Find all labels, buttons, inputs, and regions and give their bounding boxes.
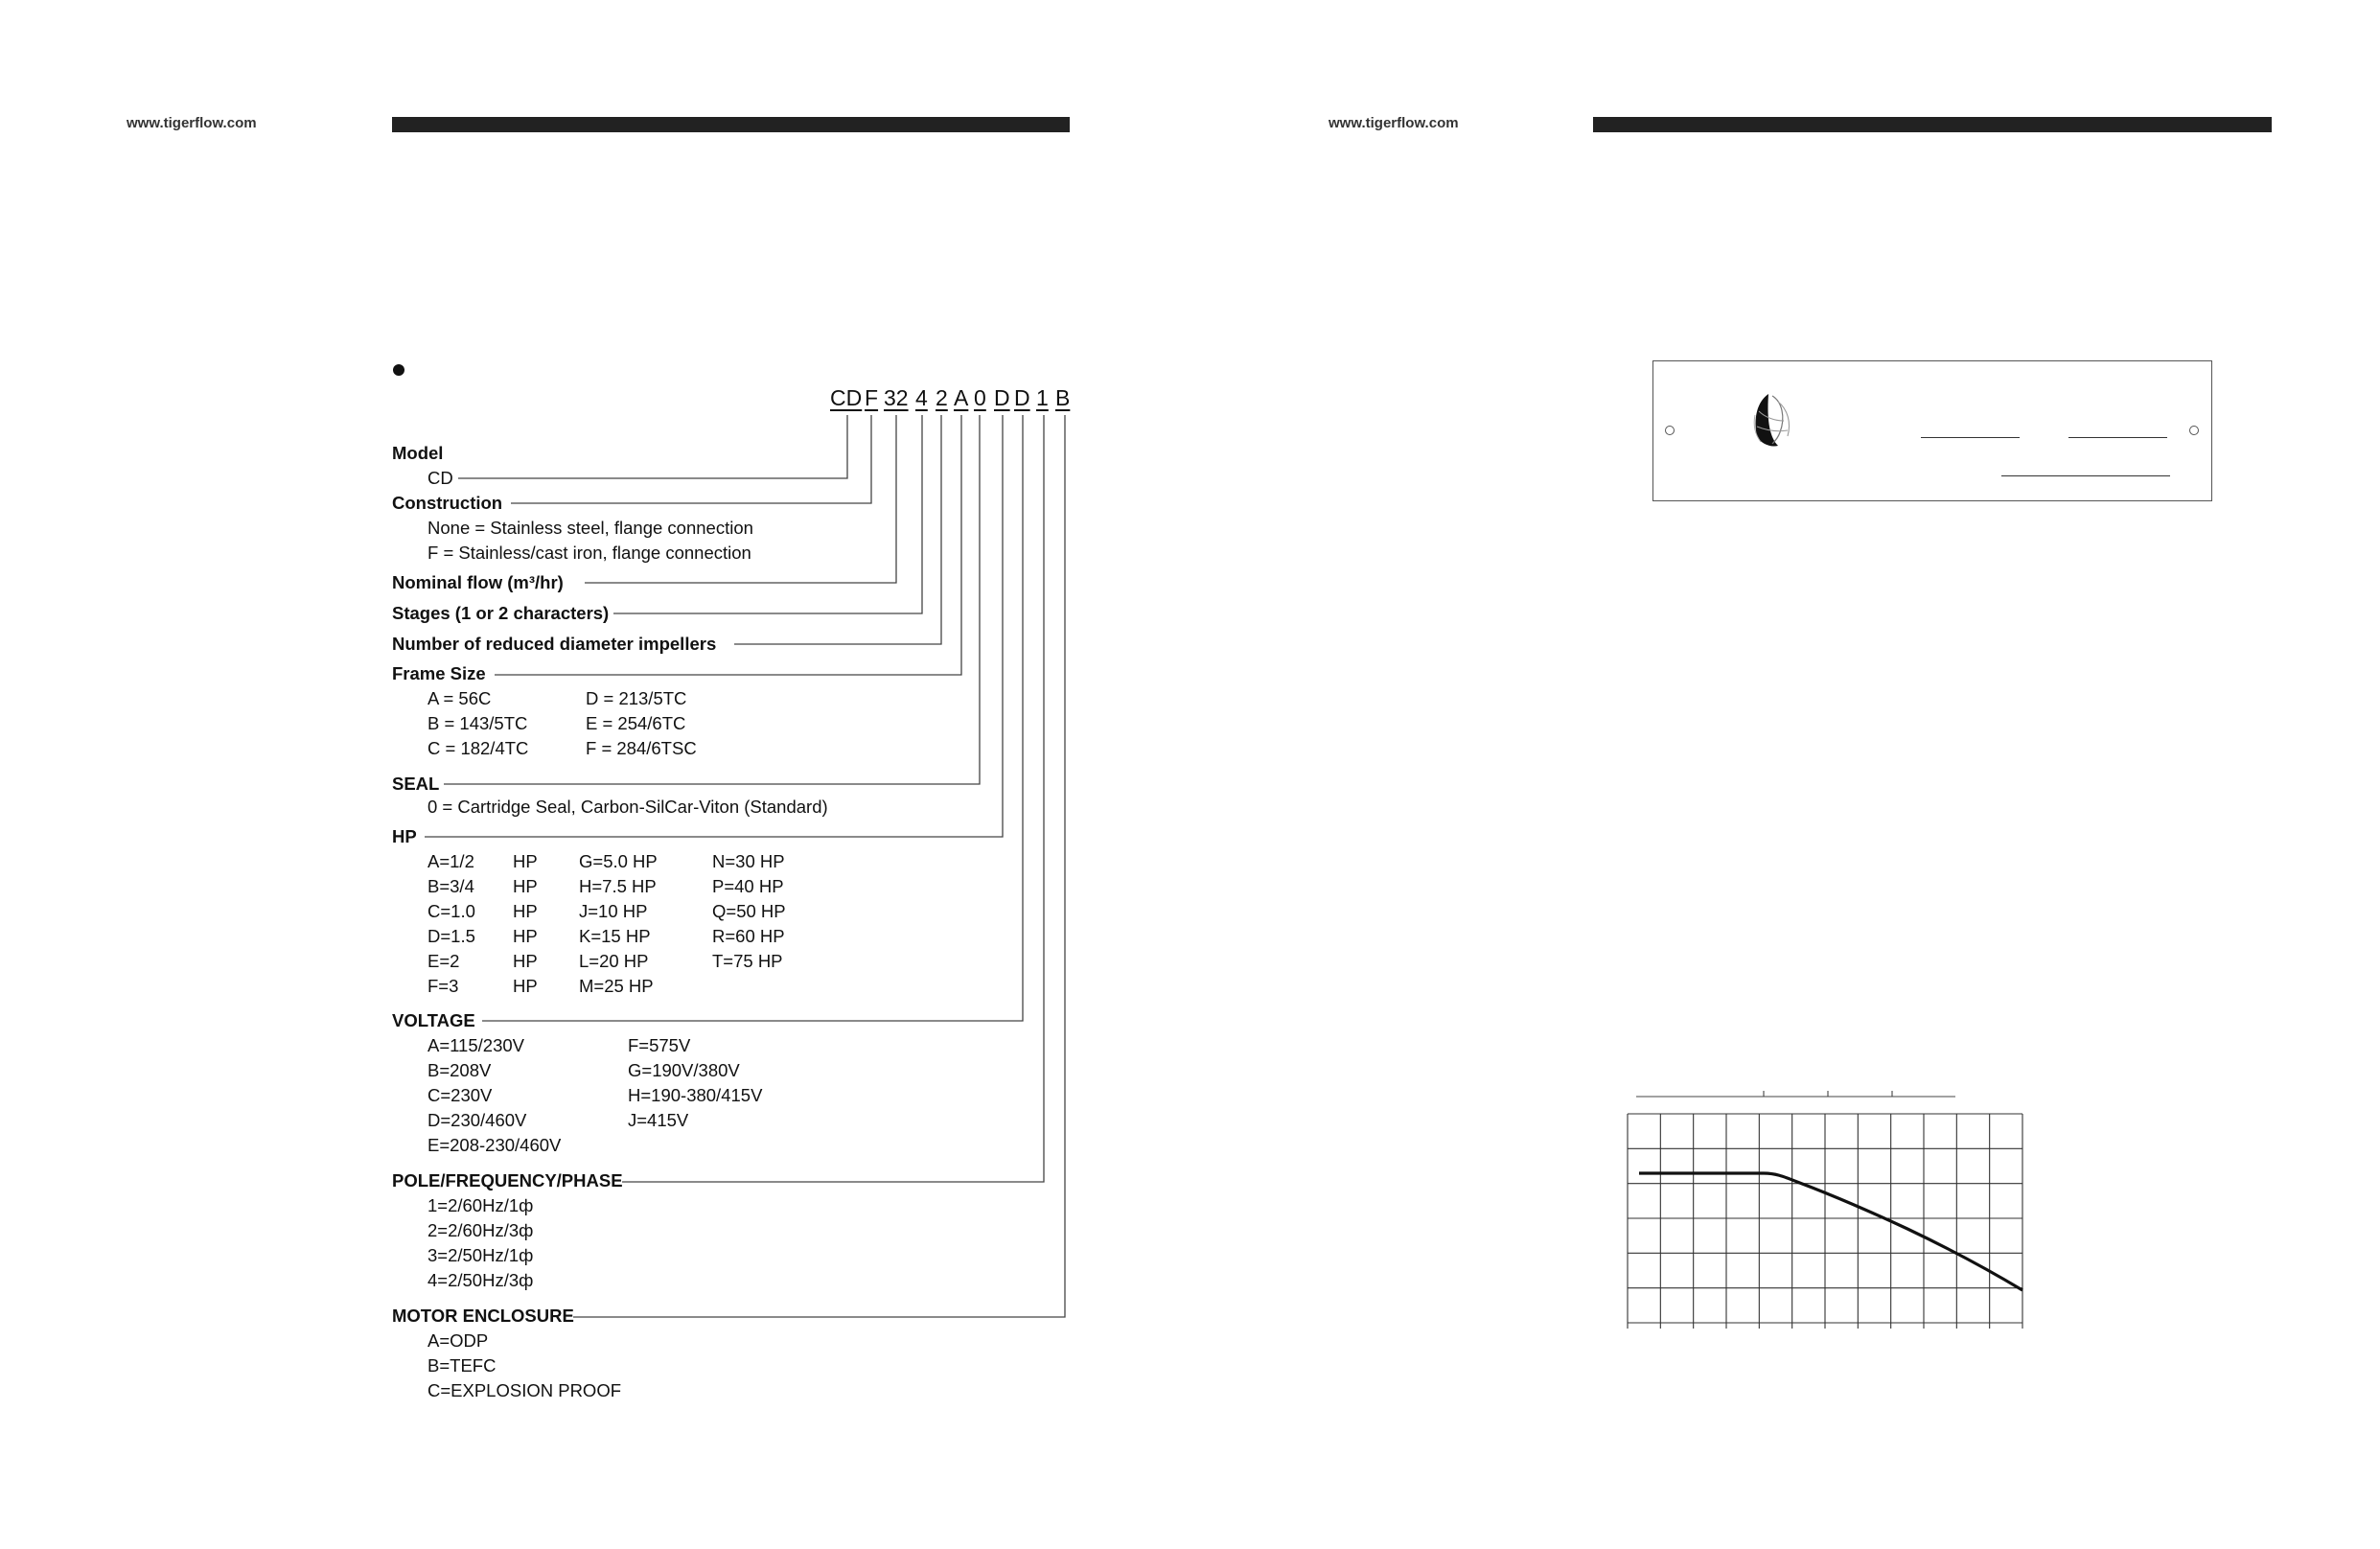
code-4: 4 [915,385,928,410]
hp-item: G=5.0 HP [579,851,658,871]
hp-unit: HP [513,851,538,871]
code-d2: D [1014,385,1030,410]
nameplate-blank-line [2068,437,2167,438]
hp-item: Q=50 HP [712,901,786,921]
code-2: 2 [936,385,948,410]
code-b: B [1055,385,1071,410]
hp-item: R=60 HP [712,926,785,946]
nameplate-blank-line [1921,437,2020,438]
hp-unit: HP [513,926,538,946]
hp-item: F=3 [427,976,459,996]
hp-item: H=7.5 HP [579,876,657,896]
leader-lines [0,0,1150,1342]
pole-item: 2=2/60Hz/3ф [427,1220,534,1240]
voltage-item: G=190V/380V [628,1060,740,1080]
hp-item: A=1/2 [427,851,474,871]
voltage-item: J=415V [628,1110,689,1130]
code-d1: D [994,385,1010,410]
construction-item: None = Stainless steel, flange connection [427,518,753,538]
voltage-item: D=230/460V [427,1110,527,1130]
section-frame-size-title: Frame Size [392,663,486,683]
section-reduced-impellers-title: Number of reduced diameter impellers [392,634,717,654]
code-f: F [865,385,879,410]
hp-item: M=25 HP [579,976,654,996]
mounting-hole-left [1665,426,1675,435]
enclosure-item: C=EXPLOSION PROOF [427,1380,622,1400]
enclosure-item: A=ODP [427,1330,489,1351]
hp-item: L=20 HP [579,951,649,971]
pole-item: 3=2/50Hz/1ф [427,1245,534,1265]
website-url-left[interactable]: www.tigerflow.com [127,115,257,131]
voltage-item: A=115/230V [427,1035,524,1055]
pole-item: 1=2/60Hz/1ф [427,1195,534,1215]
hp-item: E=2 [427,951,460,971]
voltage-item: H=190-380/415V [628,1085,763,1105]
code-a: A [954,385,969,410]
enclosure-item: B=TEFC [427,1355,497,1376]
frame-item: B = 143/5TC [427,713,528,733]
nameplate-blank-line [2001,475,2170,476]
hp-unit: HP [513,876,538,896]
tiger-logo-icon [1745,388,1809,451]
model-item: CD [427,468,453,488]
hp-item: J=10 HP [579,901,648,921]
hp-unit: HP [513,976,538,996]
frame-item: F = 284/6TSC [586,738,697,758]
voltage-item: B=208V [427,1060,492,1080]
code-cd: CD [830,385,863,410]
hp-item: C=1.0 [427,901,475,921]
section-hp-title: HP [392,826,417,846]
section-seal-title: SEAL [392,774,440,794]
section-stages-title: Stages (1 or 2 characters) [392,603,610,623]
hp-unit: HP [513,901,538,921]
section-model-title: Model [392,443,444,463]
section-motor-enclosure-title: MOTOR ENCLOSURE [392,1306,574,1326]
hp-item: B=3/4 [427,876,474,896]
frame-item: D = 213/5TC [586,688,687,708]
nameplate [1652,360,2212,501]
hp-unit: HP [513,951,538,971]
seal-item: 0 = Cartridge Seal, Carbon-SilCar-Viton (Standard) [427,797,828,817]
header-bar-right [1593,117,2272,132]
section-voltage-title: VOLTAGE [392,1010,475,1030]
code-0: 0 [974,385,986,410]
voltage-item: F=575V [628,1035,691,1055]
website-url-right[interactable]: www.tigerflow.com [1329,115,1459,131]
frame-item: C = 182/4TC [427,738,529,758]
hp-item: P=40 HP [712,876,784,896]
voltage-item: C=230V [427,1085,493,1105]
section-construction-title: Construction [392,493,503,513]
section-pole-frequency-phase-title: POLE/FREQUENCY/PHASE [392,1170,623,1191]
performance-curve-chart [1620,1083,2030,1332]
code-1: 1 [1036,385,1049,410]
performance-curve-line [1639,1173,2022,1290]
pole-item: 4=2/50Hz/3ф [427,1270,534,1290]
code-32: 32 [884,385,909,410]
hp-item: T=75 HP [712,951,783,971]
chart-grid [1628,1114,2022,1329]
frame-item: E = 254/6TC [586,713,686,733]
mounting-hole-right [2189,426,2199,435]
hp-item: D=1.5 [427,926,475,946]
hp-item: N=30 HP [712,851,785,871]
frame-item: A = 56C [427,688,492,708]
voltage-item: E=208-230/460V [427,1135,562,1155]
section-nominal-flow-title: Nominal flow (m³/hr) [392,572,564,592]
hp-item: K=15 HP [579,926,651,946]
construction-item: F = Stainless/cast iron, flange connection [427,543,751,563]
